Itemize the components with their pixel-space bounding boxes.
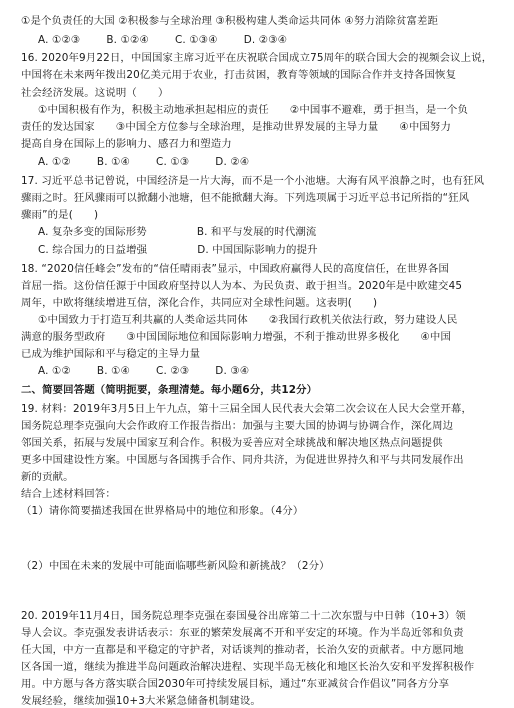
option-d: D. ②④	[215, 156, 250, 168]
q20-material: 用。中方愿与各方落实联合国2030年可持续发展目标，通过“东亚减贫合作倡议”同各方分享	[21, 678, 450, 690]
q19-material: 新的贡献。	[21, 471, 74, 483]
q19-material: 邻国关系，拓展与发展中国家互利合作。积极为妥善应对全球挑战和解决地区热点问题提供	[21, 437, 443, 449]
q16-statements: 责任的发达国家 ③中国全方位参与全球治理，是推动世界发展的主导力量 ④中国努力	[21, 121, 452, 133]
q18-stem: 周年，中欧将继续增进互信，深化合作，共同应对全球性问题。这表明( )	[21, 297, 378, 309]
option-a: A. ①②	[38, 365, 71, 377]
q20-material: 区各国一道，继续为推进半岛问题政治解决进程、实现半岛无核化和地区长治久安和平发挥积极作	[21, 661, 475, 673]
q19-material: 国务院总理李克强向大会作政府工作报告指出：加强与主要大国的协调与协调合作，深化周边	[21, 420, 454, 432]
q20-material: 导人会议。李克强发表讲话表示：东亚的繁荣发展离不开和平安定的环境。作为半岛近邻和负责	[21, 627, 464, 639]
q16-stem: 中国将在未来两年拨出20亿美元用于农业，打击贫困，教育等领域的国际合作并支持各国恢复	[21, 69, 457, 81]
q20-material: 20. 2019年11月4日，国务院总理李克强在泰国曼谷出席第二十二次东盟与中日韩（10+3）领	[21, 610, 466, 622]
option-b: B. ①④	[96, 365, 131, 377]
section-heading: 二、简要回答题（简明扼要，条理清楚。每小题6分，共12分）	[21, 384, 318, 396]
option-a: A. ①②③	[38, 34, 81, 46]
q16-options	[38, 155, 514, 169]
q16-statements: 提高自身在国际上的影响力、感召力和塑造力	[21, 138, 232, 150]
q16-stem: 16. 2020年9月22日，中国国家主席习近平在庆祝联合国成立75周年的联合国大会的视频会议上说，	[21, 52, 493, 64]
q18-statements: 满意的服务型政府 ③中国国际地位和国际影响力增强，不利于推动世界多极化 ④中国	[21, 331, 452, 343]
q18-options	[38, 364, 514, 378]
q18-stem: 首屈一指。这份信任源于中国政府坚持以人为本、为民负责、敢于担当。2020年是中欧建交45	[21, 280, 463, 292]
option-a: A. 复杂多变的国际形势	[38, 226, 147, 238]
q20-material: 任大国，中方一直都是和平稳定的守护者，对话谈判的推动者，长治久安的贡献者。中方愿同地	[21, 644, 464, 656]
q17-options-ab	[38, 225, 514, 239]
q17-stem: 骤雨”的是( )	[21, 209, 99, 221]
option-c: C. ①③④	[174, 34, 218, 46]
option-d: D. 中国国际影响力的提升	[197, 244, 318, 256]
option-b: B. ①②④	[106, 34, 149, 46]
option-c: C. ②③	[156, 365, 190, 377]
q18-statements: ①中国致力于打造互利共赢的人类命运共同体 ②我国行政机关依法行政，努力建设人民	[38, 314, 458, 326]
q18-statements: 已成为维护国际和平与稳定的主导力量	[21, 348, 201, 360]
q15-options	[38, 33, 514, 47]
q18-stem: 18. “2020信任峰会”发布的“信任晴雨表”显示，中国政府赢得人民的高度信任，在世界各国	[21, 263, 449, 275]
q15-statements: ①是个负责任的大国 ②积极参与全球治理 ③积极构建人类命运共同体 ④努力消除贫富差距	[21, 15, 439, 27]
option-b: B. 和平与发展的时代潮流	[196, 226, 317, 238]
q17-stem: 骤雨之时。狂风骤雨可以掀翻小池塘，但不能掀翻大海。下列选项属于习近平总书记所指的“狂风	[21, 192, 470, 204]
option-a: A. ①②	[38, 156, 71, 168]
q16-statements: ①中国积极有作为，积极主动地承担起相应的责任 ②中国事不避难，勇于担当，是一个负	[38, 104, 469, 116]
q17-stem: 17. 习近平总书记曾说，中国经济是一片大海，而不是一个小池塘。大海有风平浪静之时，也有狂风	[21, 175, 485, 187]
q19-material: 19. 材料：2019年3月5日上午九点，第十三届全国人民代表大会第二次会议在人民大会堂开幕，	[21, 403, 472, 415]
q19-sub1: （1）请你简要描述我国在世界格局中的地位和形象。（4分）	[21, 505, 304, 517]
option-c: C. 综合国力的日益增强	[38, 244, 148, 256]
q16-stem: 社会经济发展。这说明（ ）	[21, 87, 169, 99]
q19-material: 更多中国建设性方案。中国愿与各国携手合作、同舟共济，为促进世界持久和平与共同发展作出	[21, 454, 464, 466]
option-c: C. ①③	[156, 156, 190, 168]
q19-prompt: 结合上述材料回答：	[21, 488, 116, 500]
q17-options-cd	[38, 243, 514, 257]
q19-sub2: （2）中国在未来的发展中可能面临哪些新风险和新挑战？（2分）	[21, 560, 330, 572]
q20-material: 发展经验，继续加强10+3大米紧急储备机制建设。	[21, 695, 261, 707]
option-d: D. ②③④	[243, 34, 288, 46]
option-d: D. ③④	[215, 365, 250, 377]
option-b: B. ①④	[96, 156, 131, 168]
